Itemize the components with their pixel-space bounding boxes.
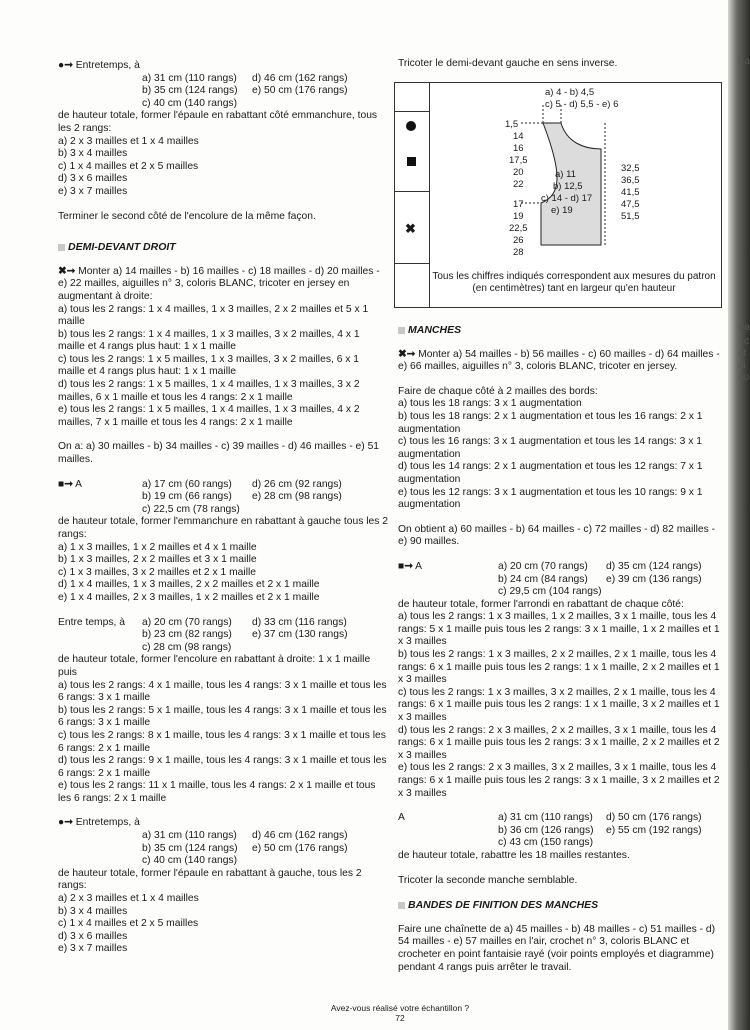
cross-icon: ✖: [405, 221, 416, 236]
section-heading: [398, 899, 724, 912]
size-a: a) 17 cm (60 rangs): [142, 478, 232, 490]
instruction-line: d) tous les 2 rangs: 1 x 5 mailles, 1 x 4 mailles, 1 x 3 mailles, 3 x 2 mailles, 6 x 1 maille et tous les 4 rangs: 2 x 1 maille: [58, 379, 360, 403]
heading-text: DEMI-DEVANT DROIT: [68, 241, 176, 254]
diagram-label: c) 14 - d) 17: [541, 193, 593, 204]
pattern-diagram: [394, 82, 722, 308]
paragraph: de hauteur totale, former l'encolure en rabattant à droite: 1 x 1 maille puis: [58, 654, 371, 678]
instruction-line: b) 1 x 3 mailles, 2 x 2 mailles et 3 x 1 maille: [58, 554, 257, 566]
size-b: b) 23 cm (82 rangs): [142, 629, 232, 641]
size-block: [398, 812, 724, 850]
instruction-line: e) tous les 2 rangs: 11 x 1 maille, tous les 4 rangs: 2 x 1 maille et tous les 6 rangs: 2 x 1 maille: [58, 780, 376, 804]
page-number: 72: [395, 1013, 405, 1023]
instruction-line: d) 1 x 4 mailles, 1 x 3 mailles, 2 x 2 mailles et 2 x 1 maille: [58, 579, 320, 591]
instruction-line: d) tous les 2 rangs: 9 x 1 maille, tous les 4 rangs: 3 x 1 maille et tous les 6 rangs: 2 x 1 maille: [58, 755, 387, 779]
instruction-line: e) tous les 12 rangs: 3 x 1 augmentation et tous les 10 rangs: 9 x 1 augmentation: [398, 486, 703, 511]
right-column: [398, 324, 724, 974]
paragraph: de hauteur totale, rabattre les 18 mailles restantes.: [398, 849, 630, 861]
size-d: d) 50 cm (176 rangs): [606, 812, 702, 824]
size-d: d) 46 cm (162 rangs): [252, 72, 348, 84]
paragraph: de hauteur totale, former l'emmanchure en rabattant à gauche tous les 2 rangs:: [58, 516, 388, 540]
diagram-label: 26: [513, 235, 524, 246]
paragraph: On a: a) 30 mailles - b) 34 mailles - c) 39 mailles - d) 46 mailles - e) 51 mailles.: [58, 441, 380, 466]
paragraph: de hauteur totale, former l'épaule en rabattant côté emmanchure, tous les 2 rangs:: [58, 110, 378, 134]
gray-square-icon: [398, 902, 405, 909]
paragraph: Faire de chaque côté à 2 mailles des bords:: [398, 385, 598, 397]
diagram-label: a) 11: [555, 169, 576, 180]
instruction-line: c) 1 x 4 mailles et 2 x 5 mailles: [58, 160, 199, 172]
instruction-line: b) 3 x 4 mailles: [58, 905, 128, 917]
paragraph: Tricoter la seconde manche semblable.: [398, 874, 578, 886]
diagram-label: c) 5 - d) 5,5 - e) 6: [545, 99, 619, 110]
cross-arrow-icon: ✖➞: [398, 348, 416, 360]
diagram-label: 14: [513, 131, 524, 142]
block-intro: Entretemps, à: [75, 60, 140, 71]
instruction-line: c) tous les 2 rangs: 8 x 1 maille, tous les 4 rangs: 3 x 1 maille et tous les 6 rangs: 2 x 1 maille: [58, 729, 386, 754]
instruction-line: c) 1 x 3 mailles, 3 x 2 mailles et 2 x 1 maille: [58, 566, 256, 578]
instruction-line: e) 3 x 7 mailles: [58, 185, 128, 197]
instruction-line: e) 1 x 4 mailles, 2 x 3 mailles, 1 x 2 mailles et 2 x 1 maille: [58, 591, 320, 603]
size-c: c) 43 cm (150 rangs): [498, 837, 593, 849]
diagram-label: 41,5: [621, 187, 640, 198]
size-b: b) 36 cm (126 rangs): [498, 824, 594, 836]
size-a: a) 31 cm (110 rangs): [142, 830, 237, 842]
circle-arrow-icon: ●➞: [58, 60, 73, 71]
gray-square-icon: [58, 244, 65, 251]
block-intro: Entre temps, à: [58, 616, 125, 628]
size-e: e) 50 cm (176 rangs): [252, 842, 348, 854]
instruction-line: a) 2 x 3 mailles et 1 x 4 mailles: [58, 893, 199, 905]
diagram-label: a) 4 - b) 4,5: [545, 87, 595, 98]
instruction-line: d) tous les 2 rangs: 2 x 3 mailles, 2 x 2 mailles, 3 x 1 maille, tous les 4 rangs: 6 x 1 maille puis tous les 2 rangs: 3 x 1 maille, 2 x 2 mailles et 2 x 3 mailles: [398, 724, 720, 761]
size-c: c) 28 cm (98 rangs): [142, 641, 232, 653]
size-block: [58, 479, 388, 517]
size-b: b) 19 cm (66 rangs): [142, 491, 232, 503]
paragraph: On obtient a) 60 mailles - b) 64 mailles - c) 72 mailles - d) 82 mailles - e) 90 mailles.: [398, 523, 716, 548]
diagram-caption: Tous les chiffres indiqués correspondent aux mesures du patron (en centimètres) tant en largeur qu'en hauteur: [432, 271, 716, 294]
size-a: a) 31 cm (110 rangs): [142, 72, 237, 84]
circle-arrow-icon: ●➞: [58, 817, 73, 829]
diagram-label: 22,5: [509, 223, 528, 234]
size-e: e) 55 cm (192 rangs): [606, 824, 702, 836]
paragraph: Monter a) 54 mailles - b) 56 mailles - c) 60 mailles - d) 64 mailles - e) 66 mailles, aiguilles n° 3, coloris BLANC, tricoter en jersey.: [398, 348, 720, 373]
instruction-line: b) 3 x 4 mailles: [58, 148, 128, 160]
instruction-line: c) tous les 2 rangs: 1 x 5 mailles, 1 x 3 mailles, 3 x 2 mailles, 6 x 1 maille et 4 rangs plus haut: 1 x 1 maille: [58, 353, 360, 378]
next-page-text: Fa: [738, 322, 750, 333]
section-heading: [398, 324, 724, 337]
size-c: c) 40 cm (140 rangs): [142, 855, 237, 867]
gray-square-icon: [398, 327, 405, 334]
instruction-line: b) tous les 2 rangs: 5 x 1 maille, tous les 4 rangs: 3 x 1 maille et tous les 6 rangs: 3 x 1 maille: [58, 704, 387, 729]
diagram-label: 20: [513, 167, 524, 178]
paragraph: Terminer le second côté de l'encolure de la même façon.: [58, 210, 316, 222]
instruction-line: d) tous les 14 rangs: 2 x 1 augmentation et tous les 12 rangs: 7 x 1 augmentation: [398, 461, 703, 485]
paragraph: de hauteur totale, former l'arrondi en rabattant de chaque côté:: [398, 598, 684, 610]
instruction-line: d) 3 x 6 mailles: [58, 173, 128, 185]
instruction-line: b) tous les 18 rangs: 2 x 1 augmentation et tous les 16 rangs: 2 x 1 augmentation: [398, 410, 703, 435]
size-block: [58, 617, 388, 655]
diagram-label: 19: [513, 211, 524, 222]
diagram-label: 17: [513, 199, 524, 210]
instruction-line: e) tous les 2 rangs: 2 x 3 mailles, 3 x 2 mailles, 3 x 1 maille, tous les 4 rangs: 6 x 1 maille puis tous les 2 rangs: 3 x 1 maille, 3 x 2 mailles et 2 x 3 mailles: [398, 762, 720, 799]
diagram-label: 16: [513, 143, 524, 154]
next-page-text: - c: [738, 336, 750, 347]
size-c: c) 22,5 cm (78 rangs): [142, 503, 240, 515]
size-block: [398, 561, 724, 599]
diagram-label: 32,5: [621, 163, 640, 174]
diagram-label: 28: [513, 247, 524, 258]
size-block: [58, 817, 388, 867]
page-footer: [300, 1003, 500, 1023]
cross-arrow-icon: ✖➞: [58, 265, 76, 277]
next-page-text: et: [738, 348, 747, 359]
instruction-line: c) 1 x 4 mailles et 2 x 5 mailles: [58, 918, 199, 930]
size-a: a) 20 cm (70 rangs): [498, 560, 588, 572]
size-d: d) 26 cm (92 rangs): [252, 478, 342, 490]
instruction-line: e) 3 x 7 mailles: [58, 943, 128, 955]
next-page-text: di: [738, 360, 746, 371]
diagram-label: 17,5: [509, 155, 528, 166]
block-intro: A: [415, 560, 423, 572]
instruction-line: a) tous les 18 rangs: 3 x 1 augmentation: [398, 398, 582, 410]
next-page-text: Fa: [738, 56, 750, 67]
size-e: e) 39 cm (136 rangs): [606, 573, 702, 585]
block-intro: A: [398, 812, 405, 824]
size-d: d) 46 cm (162 rangs): [252, 830, 348, 842]
size-a: a) 20 cm (70 rangs): [142, 616, 232, 628]
size-block: [58, 60, 388, 110]
heading-text: BANDES DE FINITION DES MANCHES: [408, 899, 599, 912]
size-d: d) 35 cm (124 rangs): [606, 560, 702, 572]
instruction-line: c) tous les 16 rangs: 3 x 1 augmentation et tous les 14 rangs: 3 x 1 augmentation: [398, 436, 702, 460]
size-b: b) 35 cm (124 rangs): [142, 85, 238, 97]
instruction-line: a) tous les 2 rangs: 1 x 4 mailles, 1 x 3 mailles, 2 x 2 mailles et 5 x 1 maille: [58, 303, 369, 328]
size-b: b) 24 cm (84 rangs): [498, 573, 588, 585]
footer-question: Avez-vous réalisé votre échantillon ?: [330, 1003, 470, 1013]
size-e: e) 50 cm (176 rangs): [252, 85, 348, 97]
book-spine: [728, 0, 750, 1030]
size-e: e) 37 cm (130 rangs): [252, 629, 348, 641]
size-c: c) 29,5 cm (104 rangs): [498, 586, 602, 598]
paragraph: de hauteur totale, former l'épaule en rabattant à gauche, tous les 2 rangs:: [58, 867, 362, 892]
size-d: d) 33 cm (116 rangs): [252, 616, 347, 628]
size-e: e) 28 cm (98 rangs): [252, 491, 342, 503]
diagram-label: 51,5: [621, 211, 640, 222]
instruction-line: a) 1 x 3 mailles, 1 x 2 mailles et 4 x 1 maille: [58, 541, 257, 553]
diagram-label: b) 12,5: [553, 181, 583, 192]
next-page-text: au: [738, 372, 750, 383]
square-arrow-icon: ■➞: [398, 560, 413, 572]
paragraph: Monter a) 14 mailles - b) 16 mailles - c) 18 mailles - d) 20 mailles - e) 22 mailles, aiguilles n° 3, coloris BLANC, tricoter en jersey en augmentant à droite:: [58, 265, 380, 302]
instruction-line: b) tous les 2 rangs: 1 x 4 mailles, 1 x 3 mailles, 3 x 2 mailles, 4 x 1 maille et 4 rangs plus haut: 1 x 1 maille: [58, 328, 360, 353]
diagram-label: 36,5: [621, 175, 640, 186]
diagram-label: e) 19: [551, 205, 573, 216]
instruction-line: a) tous les 2 rangs: 4 x 1 maille, tous les 4 rangs: 3 x 1 maille et tous les 6 rangs: 3 x 1 maille: [58, 679, 387, 704]
diagram-label: 22: [513, 179, 524, 190]
instruction-line: a) tous les 2 rangs: 1 x 3 mailles, 1 x 2 mailles, 3 x 1 maille, tous les 4 rangs: 5 x 1 maille puis tous les 2 rangs: 3 x 1 maille, 1 x 2 mailles et 1 x 3 mailles: [398, 611, 720, 648]
diagram-label: 1,5: [505, 119, 519, 130]
size-c: c) 40 cm (140 rangs): [142, 97, 237, 109]
section-heading: [58, 241, 388, 254]
block-intro: Entretemps, à: [75, 817, 140, 829]
size-b: b) 35 cm (124 rangs): [142, 842, 238, 854]
heading-text: MANCHES: [408, 324, 462, 336]
paragraph: Tricoter le demi-devant gauche en sens inverse.: [398, 58, 618, 69]
instruction-line: d) 3 x 6 mailles: [58, 930, 128, 942]
instruction-line: c) tous les 2 rangs: 1 x 3 mailles, 3 x 2 mailles, 2 x 1 maille, tous les 4 rangs: 6 x 1 maille puis tous les 2 rangs: 1 x 1 maille, 3 x 2 mailles et 1 x 3 mailles: [398, 686, 720, 724]
instruction-line: b) tous les 2 rangs: 1 x 3 mailles, 2 x 2 mailles, 2 x 1 maille, tous les 4 rangs: 6 x 1 maille puis tous les 2 rangs: 1 x 1 maille, 2 x 2 mailles et 1 x 3 mailles: [398, 649, 720, 686]
instruction-line: e) tous les 2 rangs: 1 x 5 mailles, 1 x 4 mailles, 1 x 3 mailles, 4 x 2 mailles, 7 x 1 maille et tous les 4 rangs: 2 x 1 maille: [58, 404, 360, 428]
diagram-label: 47,5: [621, 199, 640, 210]
size-a: a) 31 cm (110 rangs): [498, 812, 593, 824]
square-arrow-icon: ■➞: [58, 478, 73, 490]
instruction-line: a) 2 x 3 mailles et 1 x 4 mailles: [58, 135, 199, 147]
left-column: [58, 60, 388, 956]
block-intro: A: [75, 478, 83, 490]
paragraph: Faire une chaînette de a) 45 mailles - b) 48 mailles - c) 51 mailles - d) 54 mailles - e) 57 mailles en l'air, crochet n° 3, coloris BLANC et crocheter en point fantaisie rayé (voir points employés et diagramme) pendant 4 rangs puis arrêter le travail.: [398, 923, 716, 973]
